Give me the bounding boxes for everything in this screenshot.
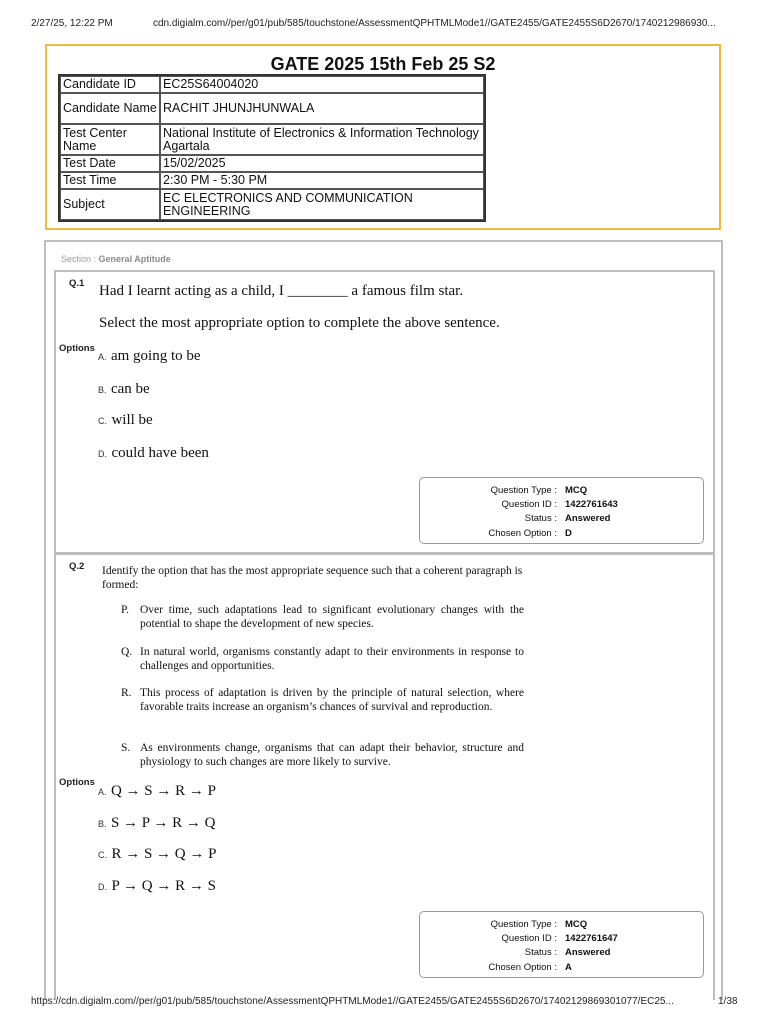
info-value: 15/02/2025	[160, 155, 484, 172]
candidate-info-table	[58, 74, 486, 222]
option-d[interactable]	[98, 444, 209, 462]
option-text: could have been	[111, 445, 209, 461]
exam-title: GATE 2025 15th Feb 25 S2	[270, 54, 496, 74]
candidate-info-card	[45, 44, 721, 230]
section-name: General Aptitude	[98, 254, 171, 264]
question-number: Q.1	[69, 278, 85, 289]
statement-text: In natural world, organisms constantly adapt to their environments in response to challenges and opportunities.	[140, 646, 524, 672]
option-b[interactable]	[98, 380, 150, 398]
info-value: EC ELECTRONICS AND COMMUNICATION ENGINEERING	[160, 189, 484, 220]
options-label: Options	[59, 777, 95, 788]
meta-value: D	[565, 528, 572, 539]
question-stem: Had I learnt acting as a child, I ________ a famous film star.	[99, 283, 464, 299]
option-text: will be	[111, 412, 153, 428]
option-text: S → P → R → Q	[110, 815, 216, 831]
option-letter: A.	[98, 787, 107, 797]
meta-key: Chosen Option :	[488, 528, 557, 539]
info-value: 2:30 PM - 5:30 PM	[160, 172, 484, 189]
section-label	[61, 254, 171, 264]
info-value: EC25S64004020	[160, 76, 484, 93]
statement-text: Over time, such adaptations lead to significant evolutionary changes with the potential to shape the development of new species.	[140, 604, 524, 630]
question-meta-box	[419, 477, 704, 544]
option-letter: C.	[98, 850, 107, 860]
meta-value: Answered	[565, 513, 611, 524]
statement-letter: Q.	[121, 646, 133, 658]
meta-value: 1422761643	[565, 499, 618, 510]
meta-key: Question Type :	[490, 919, 557, 930]
meta-key: Question Type :	[490, 485, 557, 496]
print-page-number: 1/38	[718, 996, 738, 1007]
info-value: National Institute of Electronics & Information Technology Agartala	[160, 124, 484, 155]
options-label: Options	[59, 343, 95, 354]
info-key: Test Time	[60, 172, 160, 189]
option-text: P → Q → R → S	[111, 878, 216, 894]
info-row-test-time	[60, 172, 484, 189]
option-c[interactable]	[98, 411, 153, 429]
option-letter: B.	[98, 385, 107, 395]
info-key: Candidate Name	[60, 93, 160, 124]
statement-letter: R.	[121, 687, 132, 699]
question-instruction: Select the most appropriate option to complete the above sentence.	[99, 315, 500, 331]
info-key: Candidate ID	[60, 76, 160, 93]
option-c[interactable]	[98, 845, 216, 863]
option-letter: A.	[98, 352, 107, 362]
info-row-subject	[60, 189, 484, 220]
meta-key: Question ID :	[501, 499, 557, 510]
option-a[interactable]	[98, 782, 216, 800]
option-a[interactable]	[98, 347, 201, 365]
meta-key: Status :	[524, 947, 557, 958]
option-text: can be	[110, 381, 150, 397]
question-stem: Identify the option that has the most appropriate sequence such that a coherent paragraph is formed:	[102, 565, 523, 591]
meta-key: Chosen Option :	[488, 962, 557, 973]
option-d[interactable]	[98, 877, 216, 895]
question-meta-box	[419, 911, 704, 978]
statement-letter: S.	[121, 742, 131, 754]
statement-text: This process of adaptation is driven by the principle of natural selection, where favorable traits increase an organism’s chances of survival and reproduction.	[140, 687, 524, 713]
meta-key: Status :	[524, 513, 557, 524]
meta-value: Answered	[565, 947, 611, 958]
option-letter: D.	[98, 882, 107, 892]
info-value: RACHIT JHUNJHUNWALA	[160, 93, 484, 124]
option-letter: D.	[98, 449, 107, 459]
print-datetime: 2/27/25, 12:22 PM	[31, 18, 113, 29]
meta-value: A	[565, 962, 572, 973]
statement-letter: P.	[121, 604, 129, 616]
info-row-test-center	[60, 124, 484, 155]
info-key: Subject	[60, 189, 160, 220]
meta-value: 1422761647	[565, 933, 618, 944]
option-text: R → S → Q → P	[111, 846, 217, 862]
option-letter: B.	[98, 819, 107, 829]
option-text: am going to be	[110, 348, 201, 364]
section-prefix: Section :	[61, 254, 97, 264]
meta-key: Question ID :	[501, 933, 557, 944]
statement-text: As environments change, organisms that can adapt their behavior, structure and physiology to such changes are more likely to survive.	[140, 742, 524, 768]
option-letter: C.	[98, 416, 107, 426]
meta-value: MCQ	[565, 919, 588, 930]
info-row-candidate-name	[60, 93, 484, 124]
print-url: cdn.digialm.com//per/g01/pub/585/touchstone/AssessmentQPHTMLMode1//GATE2455/GATE2455S6D2670/1740212986930...	[153, 18, 716, 29]
info-row-candidate-id	[60, 76, 484, 93]
meta-value: MCQ	[565, 485, 588, 496]
info-key: Test Date	[60, 155, 160, 172]
print-footer-url: https://cdn.digialm.com//per/g01/pub/585/touchstone/AssessmentQPHTMLMode1//GATE2455/GATE2455S6D2670/17402129869301077/EC25...	[31, 996, 674, 1007]
info-key: Test Center Name	[60, 124, 160, 155]
info-row-test-date	[60, 155, 484, 172]
question-number: Q.2	[69, 561, 85, 572]
option-text: Q → S → R → P	[110, 783, 216, 799]
option-b[interactable]	[98, 814, 215, 832]
